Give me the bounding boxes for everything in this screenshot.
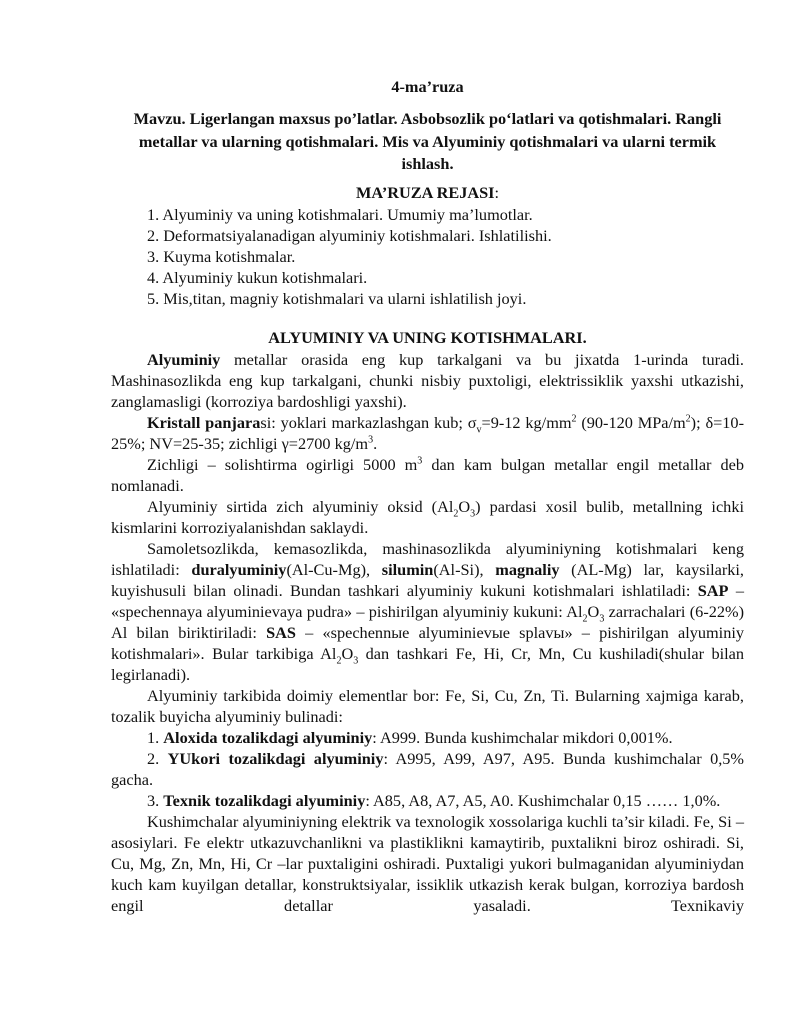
plan-item: 2. Deformatsiyalanadigan alyuminiy kotishmalari. Ishlatilishi. [147, 225, 552, 245]
paragraph-text: Alyuminiy sirtida zich alyuminiy oksid (Al [147, 496, 454, 516]
paragraph-elements: Alyuminiy tarkibida doimiy elementlar bor: Fe, Si, Cu, Zn, Ti. Bularning xajmiga karab, tozalik buyicha alyuminiy bulinadi: [111, 685, 744, 726]
superscript: 3 [368, 434, 374, 446]
purity-item [111, 727, 744, 748]
paragraph-text: O [458, 496, 471, 516]
paragraph-text: zarrachalari (6-22%) Al bilan biriktiriladi: [111, 601, 745, 642]
paragraph-text: (Al-Cu-Mg), [286, 559, 382, 579]
purity-text: : A999. Bunda kushimchalar mikdori 0,001%. [372, 727, 673, 747]
term-silumin: silumin [381, 559, 434, 579]
term-crystal-lattice: Kristall panjara [147, 412, 261, 432]
subscript: 2 [336, 654, 342, 666]
paragraph-oxide [111, 496, 744, 538]
term-duralyuminiy: duralyuminiy [191, 559, 287, 579]
plan-title-text: MA’RUZA REJASI [355, 182, 495, 202]
subscript: 2 [582, 612, 588, 624]
superscript: 2 [685, 413, 691, 425]
plan-title [111, 182, 744, 204]
paragraph-text: – «spechennaya alyuminievaya pudra» – pishirilgan alyuminiy kukuni: Al [111, 580, 744, 621]
subscript: v [476, 423, 482, 435]
paragraph-text: dan kam bulgan metallar engil metallar deb nomlanadi. [111, 454, 744, 495]
term-sas: SAS [266, 622, 296, 642]
paragraph-impurities: Kushimchalar alyuminiyning elektrik va texnologik xossolariga kuchli ta’sir kiladi. Fe, Si – asosiylari. Fe elektr utkazuvchanlikni va plastiklikni kamaytirib, puxtalikni biroz oshiradi. Si, Cu, Mg, Zn, Mn, Hi, Cr –lar puxtaligini oshiradi. Puxtaligi yukori bulmaganidan alyuminiydan kuch kam kuyilgan detallar, konstruktsiyalar, issiklik utkazish kerak bulgan, korroziya bardosh engil detallar yasaladi. Texnikaviy [111, 811, 744, 915]
purity-item [111, 748, 744, 790]
plan-title-colon: : [494, 182, 500, 202]
plan-item: 3. Kuyma kotishmalar. [147, 246, 296, 266]
paragraph-text: ); δ=10-25%; NV=25-35; zichligi γ=2700 kg/m [111, 412, 744, 453]
purity-term: Texnik tozalikdagi alyuminiy [163, 790, 366, 810]
paragraph-text: O [341, 643, 354, 663]
paragraph-text: Zichligi – solishtirma ogirligi 5000 m [147, 454, 418, 474]
plan-list [111, 204, 744, 309]
plan-item: 1. Alyuminiy va uning kotishmalari. Umumiy ma’lumotlar. [147, 204, 533, 224]
paragraph-text: O [587, 601, 600, 621]
term-sap: SAP [697, 580, 729, 600]
purity-text: : A995, A99, A97, A95. Bunda kushimchalar 0,5% gacha. [111, 748, 744, 789]
purity-term: Aloxida tozalikdagi alyuminiy [163, 727, 373, 747]
purity-number: 1. [147, 727, 164, 747]
term-magnaliy: magnaliy [495, 559, 560, 579]
paragraph-alloys [111, 538, 744, 685]
section-title: ALYUMINIY VA UNING KOTISHMALARI. [268, 327, 587, 347]
purity-text: : A85, A8, A7, A5, A0. Kushimchalar 0,15 …… 1,0%. [365, 790, 721, 810]
subscript: 3 [470, 507, 476, 519]
paragraph-text: – «spechennыe alyuminievыe splavы» – pishirilgan alyuminiy kotishmalari». Bular tarkibiga Al [111, 622, 744, 663]
lecture-number: 4-ma’ruza [391, 77, 464, 96]
paragraph-text: =9-12 kg/mm [481, 412, 572, 432]
superscript: 3 [417, 455, 423, 467]
document-page [111, 68, 744, 916]
paragraph-crystal [111, 412, 744, 454]
plan-item: 5. Mis,titan, magniy kotishmalari va ularni ishlatilish joyi. [147, 288, 527, 308]
purity-item [111, 790, 744, 811]
paragraph-text: (90-120 MPa/m [576, 412, 686, 432]
subscript: 3 [599, 612, 605, 624]
subscript: 3 [353, 654, 359, 666]
term-alyuminiy: Alyuminiy [147, 349, 221, 369]
paragraph-text: . [373, 433, 378, 453]
paragraph-text: dan tashkari Fe, Hi, Cr, Mn, Cu kushiladi(shular bilan legirlanadi). [111, 643, 745, 684]
purity-term: YUkori tozalikdagi alyuminiy [167, 748, 384, 768]
paragraph-text: (Al-Si), [433, 559, 496, 579]
plan-item: 4. Alyuminiy kukun kotishmalari. [147, 267, 368, 287]
paragraph-text: (AL-Mg) lar, kaysilarki, kuyishusuli bilan olinadi. Bundan tashkari alyuminiy kukuni kotishmalari ishlatiladi: [111, 559, 744, 600]
lecture-topic: Mavzu. Ligerlangan maxsus po’latlar. Asbobsozlik po‘latlari va qotishmalari. Rangli metallar va ularning qotishmalari. Mis va Alyuminiy qotishmalari va ularni termik ishlash. [133, 109, 722, 173]
paragraph-text: metallar orasida eng kup tarkalgani va bu jixatda 1-urinda turadi. Mashinasozlikda eng kup tarkalgani, chunki nisbiy puxtoligi, elektrissiklik yaxshi utkazishi, zanglamasligi (korroziya bardoshligi yaxshi). [111, 349, 744, 411]
paragraph-density [111, 454, 744, 496]
subscript: 2 [453, 507, 459, 519]
purity-number: 3. [147, 790, 164, 810]
paragraph-intro [111, 349, 744, 412]
superscript: 2 [571, 413, 577, 425]
paragraph-text: si: yoklari markazlashgan kub; σ [260, 412, 477, 432]
paragraph-text: ) pardasi xosil bulib, metallning ichki kismlarini korroziyalanishdan saklaydi. [111, 496, 744, 537]
purity-number: 2. [147, 748, 168, 768]
paragraph-text: Samoletsozlikda, kemasozlikda, mashinasozlikda alyuminiyning kotishmalari keng ishlatiladi: [111, 538, 744, 579]
